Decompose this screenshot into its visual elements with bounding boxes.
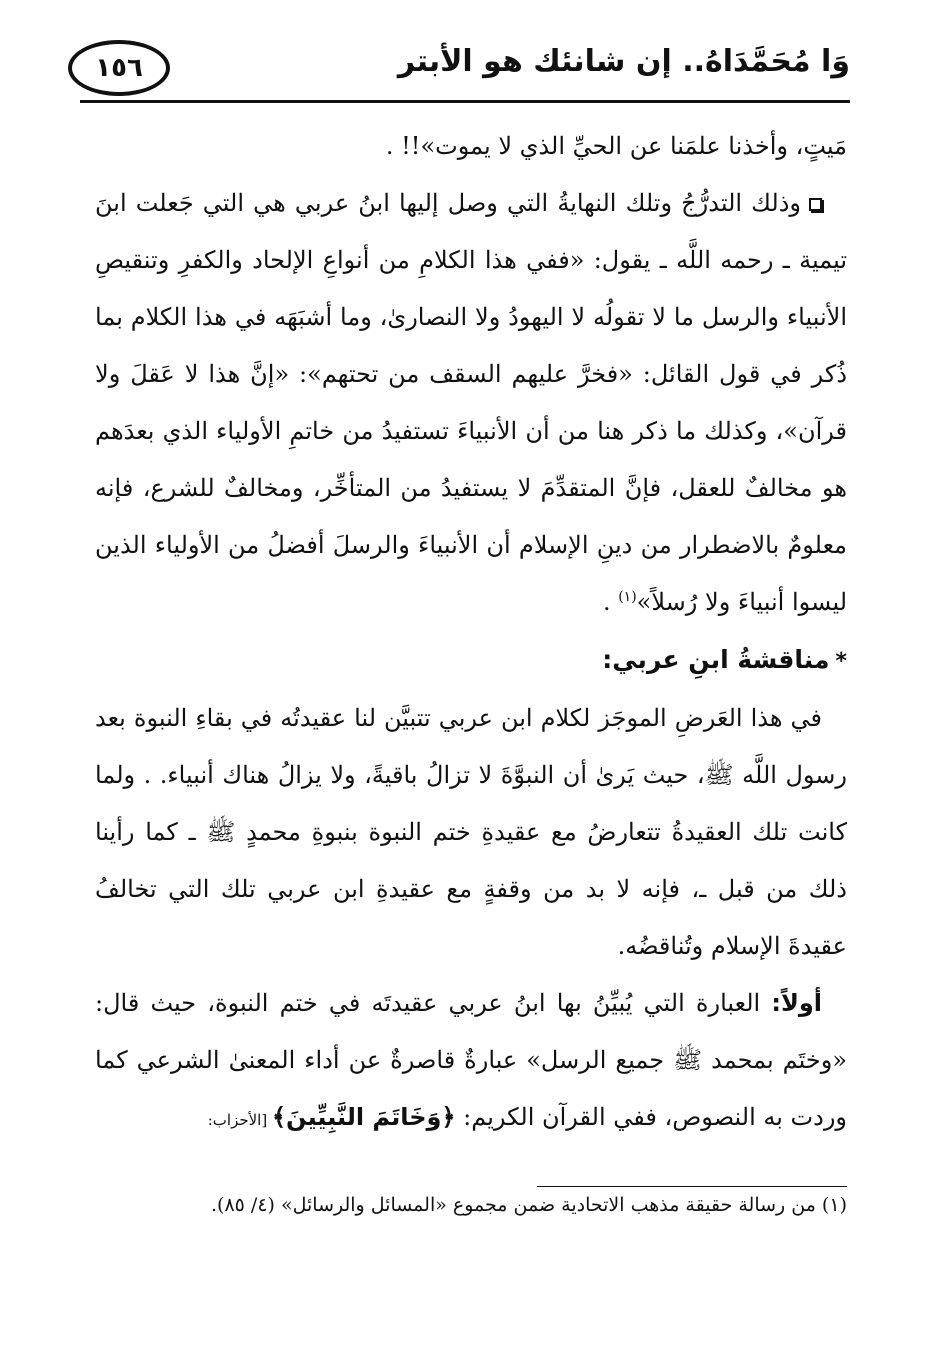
paragraph-2-text: وذلك التدرُّجُ وتلك النهايةُ التي وصل إليها ابنُ عربي هي التي جَعلت ابنَ تيمية ـ رحمه اللَّه ـ يقول: «ففي هذا الكلامِ من أنواعِ الإلحاد والكفرِ وتنقيصِ الأنبياء والرسل ما لا تقولُه لا اليهودُ ولا النصارىٰ، وما أشبَهَه في هذا الكلام بما ذُكر في قول القائل: «فخرَّ عليهم السقف من تحتهم»: «إنَّ هذا لا عَقلَ ولا قرآن»، وكذلك ما ذكر هنا من أن الأنبياءَ تستفيدُ من خاتمِ الأولياء الذي بعدَهم هو مخالفٌ للعقل، فإنَّ المتقدِّمَ لا يستفيدُ من المتأخِّر، ومخالفٌ للشرع، فإنه معلومٌ بالاضطرار من دينِ الإسلام أن الأنبياءَ والرسلَ أفضلُ من الأولياء الذين ليسوا أنبياءَ ولا رُسلاً» [95, 189, 848, 616]
footnote: (١) من رسالة حقيقة مذهب الاتحادية ضمن مجموع «المسائل والرسائل» (٤/ ٨٥). [210, 1194, 847, 1216]
page-number: ١٥٦ [95, 53, 143, 83]
page-number-badge [68, 40, 170, 96]
quran-verse: ﴿وَخَاتَمَ النَّبِيِّينَ﴾ [271, 1103, 456, 1131]
paragraph-3: في هذا العَرضِ الموجَز لكلام ابن عربي تتبيَّن لنا عقيدتُه في بقاءِ النبوة بعد رسول اللَّه ﷺ، حيث يَرىٰ أن النبوَّةَ لا تزالُ باقيةً، ولا يزالُ هناك أنبياء. . ولما كانت تلك العقيدةُ تتعارضُ مع عقيدةِ ختم النبوة بنبوةِ محمدٍ ﷺ ـ كما رأينا ذلك من قبل ـ، فإنه لا بد من وقفةٍ مع عقيدةِ ابن عربي تلك التي تخالفُ عقيدةَ الإسلام وتُناقضُه. [95, 704, 847, 960]
paragraph-2 [95, 175, 847, 631]
footnote-reference: (١) [618, 589, 637, 605]
header-rule [80, 100, 850, 103]
paragraph-4 [95, 975, 847, 1149]
square-bullet-icon [809, 198, 822, 211]
paragraph-2-end: . [602, 588, 619, 616]
main-text [95, 118, 847, 1149]
paragraph-4-lead: أولاً: [771, 989, 822, 1017]
surah-reference: [الأحزاب: [207, 1111, 272, 1129]
section-heading [95, 631, 847, 690]
footnote-rule [537, 1186, 847, 1187]
section-heading-text: مناقشةُ ابنِ عربي: [602, 645, 830, 674]
running-title: وَا مُحَمَّدَاهُ.. إن شانئك هو الأبتر [397, 44, 850, 79]
page-header [80, 36, 850, 106]
paragraph-4-text: العبارة التي يُبيِّنُ بها ابنُ عربي عقيدتَه في ختم النبوة، حيث قال: «وختَم بمحمد ﷺ جميع الرسل» عبارةٌ قاصرةٌ عن أداء المعنىٰ الشرعي كما وردت به النصوص، ففي القرآن الكريم: [95, 989, 847, 1131]
asterisk-icon: * [835, 649, 847, 674]
paragraph-1: مَيتٍ، وأخذنا علمَنا عن الحيِّ الذي لا يموت»!! . [385, 132, 847, 160]
